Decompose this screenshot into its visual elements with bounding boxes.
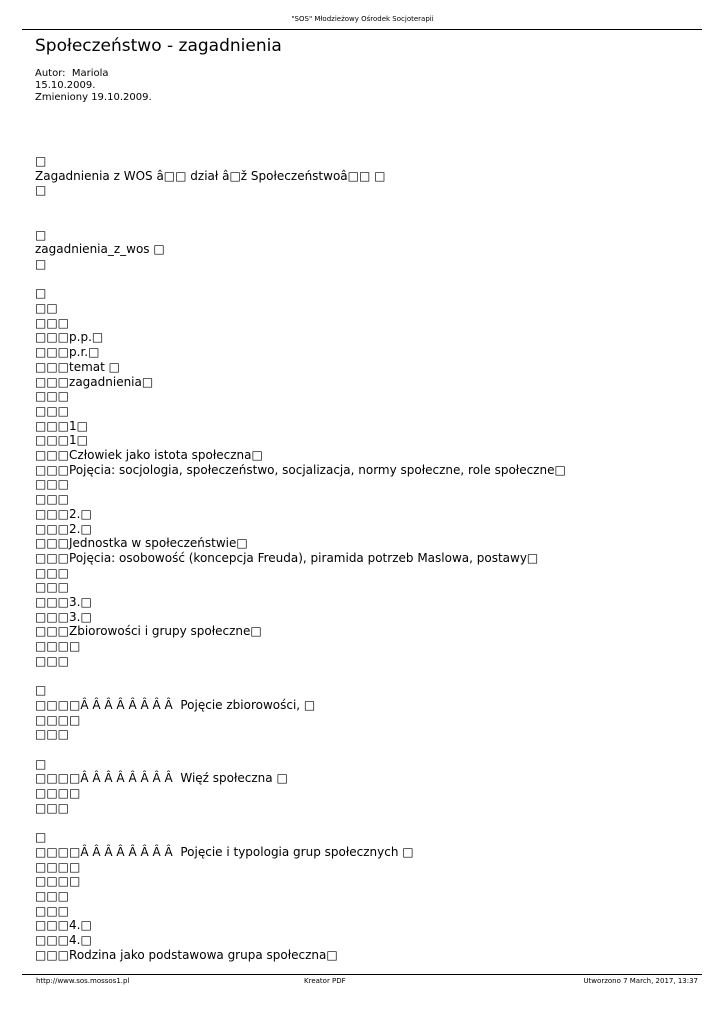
document-line: □□ xyxy=(35,301,58,315)
document-line: □ xyxy=(35,183,47,198)
document-line: □□□Zbiorowości i grupy społeczne□ xyxy=(35,624,262,639)
document-line: □□□4.□ xyxy=(35,933,92,948)
author-line: Autor: Mariola xyxy=(35,68,109,79)
document-line: □□□ xyxy=(35,403,70,418)
document-line: □□□p.p.□ xyxy=(35,330,104,345)
document-line: □□□Jednostka w społeczeństwie□ xyxy=(35,536,248,551)
footer-generator: Kreator PDF xyxy=(304,977,346,985)
document-line: □□□4.□ xyxy=(35,918,92,933)
document-line: □□□ xyxy=(35,477,70,492)
document-line: □□□□ xyxy=(35,859,81,874)
document-line: □□□□Â Â Â Â Â Â Â Â Pojęcie zbiorowości, □ xyxy=(35,697,316,712)
document-line: □□□ xyxy=(35,389,70,404)
document-line: □□□1□ xyxy=(35,433,88,448)
document-line: □□□□Â Â Â Â Â Â Â Â Pojęcie i typologia grup społecznych □ xyxy=(35,844,414,859)
document-meta xyxy=(35,68,152,104)
modified-date: Zmieniony 19.10.2009. xyxy=(35,92,152,103)
document-line: □□□ xyxy=(35,565,70,580)
document-line: □□□temat □ xyxy=(35,359,121,374)
document-line: □□□zagadnienia□ xyxy=(35,374,154,389)
document-line: □□□1□ xyxy=(35,418,88,433)
document-line: □□□ xyxy=(35,903,70,918)
document-line: □ xyxy=(35,830,47,845)
footer-created: Utworzono 7 March, 2017, 13:37 xyxy=(583,977,698,985)
document-line: □ xyxy=(35,683,47,698)
document-line: □□□2.□ xyxy=(35,521,92,536)
created-date: 15.10.2009. xyxy=(35,80,96,91)
page-title: Społeczeństwo - zagadnienia xyxy=(35,36,282,56)
document-line: □□□□ xyxy=(35,874,81,889)
document-line: □□□3.□ xyxy=(35,595,92,609)
document-line: □□□Pojęcia: osobowość (koncepcja Freuda), piramida potrzeb Maslowa, postawy□ xyxy=(35,550,539,565)
document-line: □□□Człowiek jako istota społeczna□ xyxy=(35,448,263,462)
document-line: zagadnienia_z_wos □ xyxy=(35,242,165,257)
document-line: □□□ xyxy=(35,653,70,668)
document-line: □ xyxy=(35,286,47,301)
document-line: □□□p.r.□ xyxy=(35,345,100,360)
document-line: □□□3.□ xyxy=(35,609,92,624)
document-line: □ xyxy=(35,756,47,771)
document-line: □□□ xyxy=(35,727,70,742)
document-line: □□□ xyxy=(35,580,70,595)
document-line: □□□□ xyxy=(35,639,81,654)
document-line: □□□ xyxy=(35,492,70,507)
document-line: Zagadnienia z WOS â□□ dział â□ž Społeczeństwoâ□□ □ xyxy=(35,168,386,183)
header-divider xyxy=(22,29,702,30)
footer-url: http://www.sos.mossos1.pl xyxy=(36,977,130,985)
document-line: □□□ xyxy=(35,800,70,815)
document-line: □□□Pojęcia: socjologia, społeczeństwo, socjalizacja, normy społeczne, role społeczne□ xyxy=(35,462,566,477)
document-line: □□□□ xyxy=(35,712,81,727)
document-line: □□□2.□ xyxy=(35,506,92,521)
document-line: □□□ xyxy=(35,889,70,903)
document-line: □ xyxy=(35,154,47,168)
footer-divider xyxy=(22,974,702,975)
document-line: □ xyxy=(35,256,47,271)
document-line: □□□ xyxy=(35,315,70,330)
document-line: □□□□ xyxy=(35,786,81,801)
document-line: □□□□Â Â Â Â Â Â Â Â Więź społeczna □ xyxy=(35,771,288,786)
site-header: "SOS" Młodzieżowy Ośrodek Socjoterapii xyxy=(291,15,434,23)
document-line: □□□Rodzina jako podstawowa grupa społeczna□ xyxy=(35,947,338,962)
document-line: □ xyxy=(35,227,47,242)
